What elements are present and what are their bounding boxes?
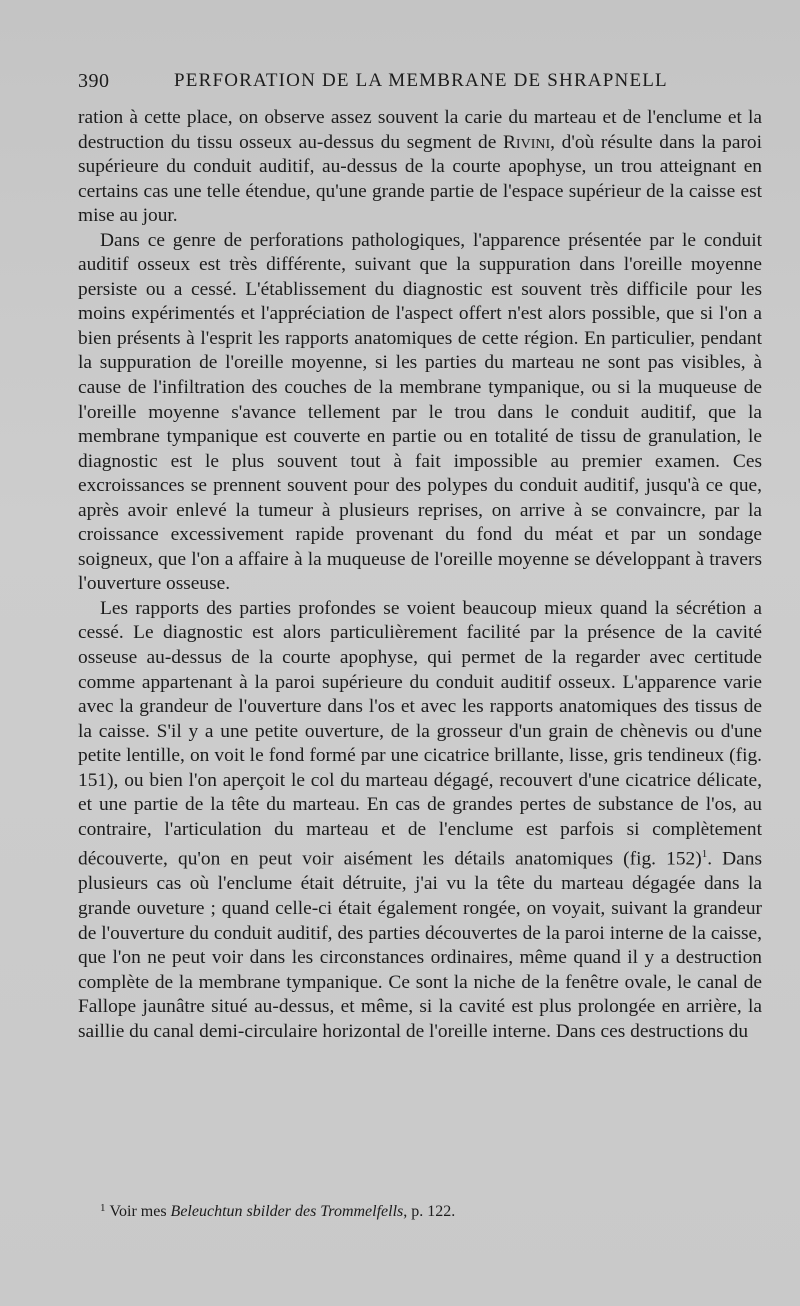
footnote-title: Beleuchtun sbilder des Trommelfells xyxy=(170,1203,404,1220)
footnote xyxy=(100,1198,760,1222)
page-number: 390 xyxy=(78,70,110,92)
paragraph-3 xyxy=(78,597,762,1044)
paragraph-3-text-b: . Dans plusieurs cas où l'enclume était détruite, j'ai vu la tête du marteau dégagée dans la grande ouveture ; quand celle-ci était également rongée, on voyait, suivant la grandeur de l'ouverture du conduit auditif, des parties découvertes de la paroi interne de la caisse, que l'on ne peut voir dans les circonstances ordinaires, même quand il y a destruction complète de la membrane tympanique. Ce sont la niche de la fenêtre ovale, le canal de Fallope jaunâtre situé au-dessus, et même, si la cavité est plus prolongée en arrière, la saillie du canal demi-circulaire horizontal de l'oreille interne. Dans ces destructions du xyxy=(78,848,762,1042)
footnote-mark: 1 xyxy=(100,1202,106,1214)
page-header xyxy=(78,66,768,100)
paragraph-2: Dans ce genre de perforations pathologiques, l'apparence présentée par le conduit auditif osseux est très différente, suivant que la suppuration dans l'oreille moyenne persiste ou a cessé. L'établissement du diagnostic est souvent très difficile pour les moins expérimentés et l'appréciation de l'aspect offert n'est alors possible, que si l'on a bien présents à l'esprit les rapports anatomiques de cette région. En particulier, pendant la suppuration de l'oreille moyenne, si les parties du marteau ne sont pas visibles, à cause de l'infiltration des couches de la membrane tympanique, ou si la muqueuse de l'oreille moyenne s'avance tellement par le trou dans le conduit auditif, que la membrane tympanique est couverte en partie ou en totalité de tissu de granulation, le diagnostic est le plus souvent tout à fait impossible au premier examen. Ces excroissances se prennent souvent pour des polypes du conduit auditif, jusqu'à ce que, après avoir enlevé la tumeur à plusieurs reprises, on arrive à se convaincre, par la croissance excessivement rapide provenant du fond du méat et par un sondage soigneux, que l'on a affaire à la muqueuse de l'oreille moyenne se développant à travers l'ouverture osseuse. xyxy=(78,229,762,595)
footnote-trail: , p. 122. xyxy=(403,1203,456,1220)
footnote-reference[interactable]: 1 xyxy=(701,848,708,861)
body-text xyxy=(78,106,762,1044)
author-name-rivini: Rivini xyxy=(503,131,551,153)
running-title: PERFORATION DE LA MEMBRANE DE SHRAPNELL xyxy=(174,70,668,91)
footnote-lead: Voir mes xyxy=(109,1203,171,1220)
paragraph-1-text-b: , d'où résulte dans la paroi supérieure du conduit auditif, au-dessus de la courte apophyse, un trou atteignant en certains cas une telle étendue, qu'une grande partie de l'espace supérieur de la caisse est mise au jour. xyxy=(78,131,762,227)
paragraph-3-text-a: Les rapports des parties profondes se voient beaucoup mieux quand la sécrétion a cessé. Le diagnostic est alors particulièrement facilité par la présence de la cavité osseuse au-dessus de la courte apophyse, qui permet de la regarder avec certitude comme appartenant à la paroi supérieure du conduit auditif osseux. L'apparence varie avec la grandeur de l'ouverture dans l'os et avec les rapports anatomiques des tissus de la caisse. S'il y a une petite ouverture, de la grosseur d'un grain de chènevis ou d'une petite lentille, on voit le fond formé par une cicatrice brillante, lisse, gris tendineux (fig. 151), ou bien l'on aperçoit le col du marteau dégagé, recouvert d'une cicatrice délicate, et une partie de la tête du marteau. En cas de grandes pertes de substance de l'os, au contraire, l'articulation du marteau et de l'enclume est parfois si complètement découverte, qu'on en peut voir aisément les détails anatomiques (fig. 152) xyxy=(78,597,762,870)
paragraph-1 xyxy=(78,106,762,229)
paragraph-1-text-a: ration à cette place, on observe assez souvent la carie du marteau et de l'enclume et la destruction du tissu osseux au-dessus du segment de xyxy=(78,107,762,153)
